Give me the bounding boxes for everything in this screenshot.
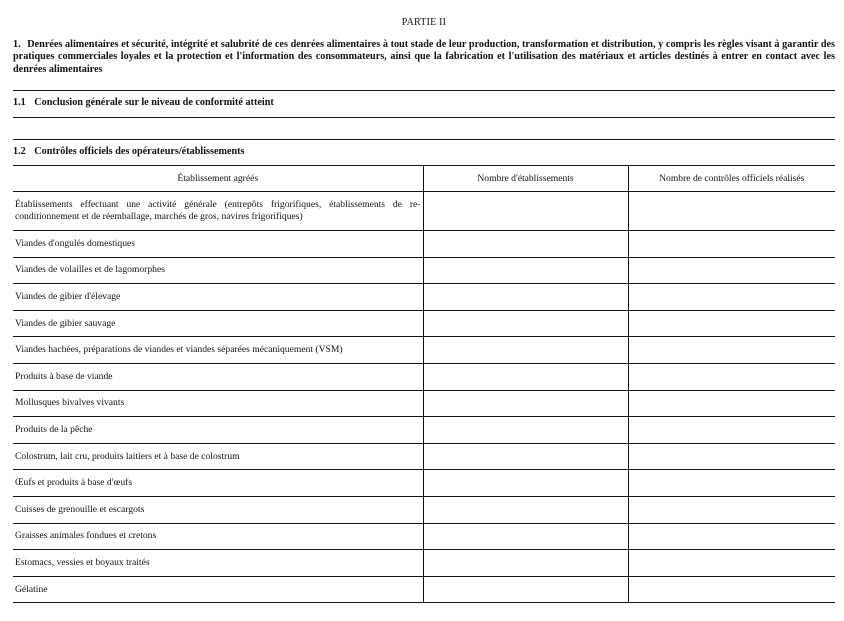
- controls-count-cell[interactable]: [628, 496, 835, 523]
- header-establishments-approved: Établissement agréés: [13, 166, 423, 192]
- table-row: [13, 496, 835, 523]
- section-1-1-heading: [13, 97, 274, 108]
- controls-count-cell[interactable]: [628, 310, 835, 337]
- table-row: [13, 337, 835, 364]
- establishment-count-cell[interactable]: [423, 550, 628, 577]
- controls-count-cell[interactable]: [628, 337, 835, 364]
- establishment-type-cell: Viandes de gibier d'élevage: [13, 284, 423, 311]
- establishment-type-cell: Mollusques bivalves vivants: [13, 390, 423, 417]
- establishment-count-cell[interactable]: [423, 496, 628, 523]
- establishment-type-cell: Viandes de gibier sauvage: [13, 310, 423, 337]
- table-row: [13, 284, 835, 311]
- table-row: [13, 417, 835, 444]
- establishment-type-cell: Estomacs, vessies et boyaux traités: [13, 550, 423, 577]
- table-row: [13, 192, 835, 231]
- establishment-type-cell: Viandes d'ongulés domestiques: [13, 231, 423, 258]
- establishment-count-cell[interactable]: [423, 443, 628, 470]
- section-1-2-title: Contrôles officiels des opérateurs/établissements: [34, 146, 245, 157]
- establishment-type-cell: Établissements effectuant une activité générale (entrepôts frigorifiques, établissements de re-conditionnement et de réemballage, marchés de gros, navires frigorifiques): [13, 192, 423, 231]
- establishment-count-cell[interactable]: [423, 390, 628, 417]
- table-row: [13, 550, 835, 577]
- table-row: [13, 576, 835, 603]
- establishment-count-cell[interactable]: [423, 257, 628, 284]
- part-title: PARTIE II: [401, 17, 447, 28]
- establishment-count-cell[interactable]: [423, 417, 628, 444]
- controls-count-cell[interactable]: [628, 576, 835, 603]
- table-row: [13, 443, 835, 470]
- establishment-type-cell: Graisses animales fondues et cretons: [13, 523, 423, 550]
- intro-text: Denrées alimentaires et sécurité, intégrité et salubrité de ces denrées alimentaires à tout stade de leur production, transformation et distribution, y compris les règles visant à garantir des pratiques commerciales loyales et la protection et l'information des consommateurs, ainsi que la fabrication et l'utilisation des matériaux et articles destinés à entrer en contact avec les denrées alimentaires: [13, 39, 835, 75]
- controls-count-cell[interactable]: [628, 363, 835, 390]
- controls-count-cell[interactable]: [628, 550, 835, 577]
- divider-rule: [13, 90, 835, 91]
- establishment-type-cell: Gélatine: [13, 576, 423, 603]
- header-number-controls: Nombre de contrôles officiels réalisés: [628, 166, 835, 192]
- establishment-type-cell: Colostrum, lait cru, produits laitiers et à base de colostrum: [13, 443, 423, 470]
- controls-count-cell[interactable]: [628, 417, 835, 444]
- intro-number: 1.: [13, 39, 21, 50]
- controls-count-cell[interactable]: [628, 443, 835, 470]
- section-1-2-heading: [13, 146, 245, 157]
- establishment-count-cell[interactable]: [423, 284, 628, 311]
- controls-count-cell[interactable]: [628, 231, 835, 258]
- establishment-type-cell: Cuisses de grenouille et escargots: [13, 496, 423, 523]
- header-number-establishments: Nombre d'établissements: [423, 166, 628, 192]
- section-1-1-title: Conclusion générale sur le niveau de conformité atteint: [34, 97, 274, 108]
- document-page: [13, 0, 835, 621]
- establishment-count-cell[interactable]: [423, 192, 628, 231]
- table-row: [13, 390, 835, 417]
- controls-count-cell[interactable]: [628, 523, 835, 550]
- divider-rule: [13, 117, 835, 118]
- establishment-type-cell: Viandes hachées, préparations de viandes et viandes séparées mécaniquement (VSM): [13, 337, 423, 364]
- establishment-count-cell[interactable]: [423, 231, 628, 258]
- divider-rule: [13, 139, 835, 140]
- controls-table: [13, 166, 835, 603]
- section-1-1-number: 1.1: [13, 97, 26, 108]
- establishment-type-cell: Produits à base de viande: [13, 363, 423, 390]
- table-row: [13, 257, 835, 284]
- establishment-type-cell: Œufs et produits à base d'œufs: [13, 470, 423, 497]
- establishment-count-cell[interactable]: [423, 470, 628, 497]
- controls-count-cell[interactable]: [628, 390, 835, 417]
- table-row: [13, 523, 835, 550]
- intro-paragraph: [13, 39, 835, 76]
- table-row: [13, 231, 835, 258]
- establishment-type-cell: Viandes de volailles et de lagomorphes: [13, 257, 423, 284]
- establishment-count-cell[interactable]: [423, 310, 628, 337]
- establishment-type-cell: Produits de la pêche: [13, 417, 423, 444]
- establishment-count-cell[interactable]: [423, 576, 628, 603]
- establishment-count-cell[interactable]: [423, 363, 628, 390]
- table-header-row: [13, 166, 835, 192]
- controls-count-cell[interactable]: [628, 284, 835, 311]
- controls-count-cell[interactable]: [628, 192, 835, 231]
- establishment-count-cell[interactable]: [423, 337, 628, 364]
- section-1-2-number: 1.2: [13, 146, 26, 157]
- controls-count-cell[interactable]: [628, 257, 835, 284]
- table-row: [13, 363, 835, 390]
- table-row: [13, 310, 835, 337]
- controls-count-cell[interactable]: [628, 470, 835, 497]
- establishment-count-cell[interactable]: [423, 523, 628, 550]
- table-row: [13, 470, 835, 497]
- table-body: [13, 192, 835, 603]
